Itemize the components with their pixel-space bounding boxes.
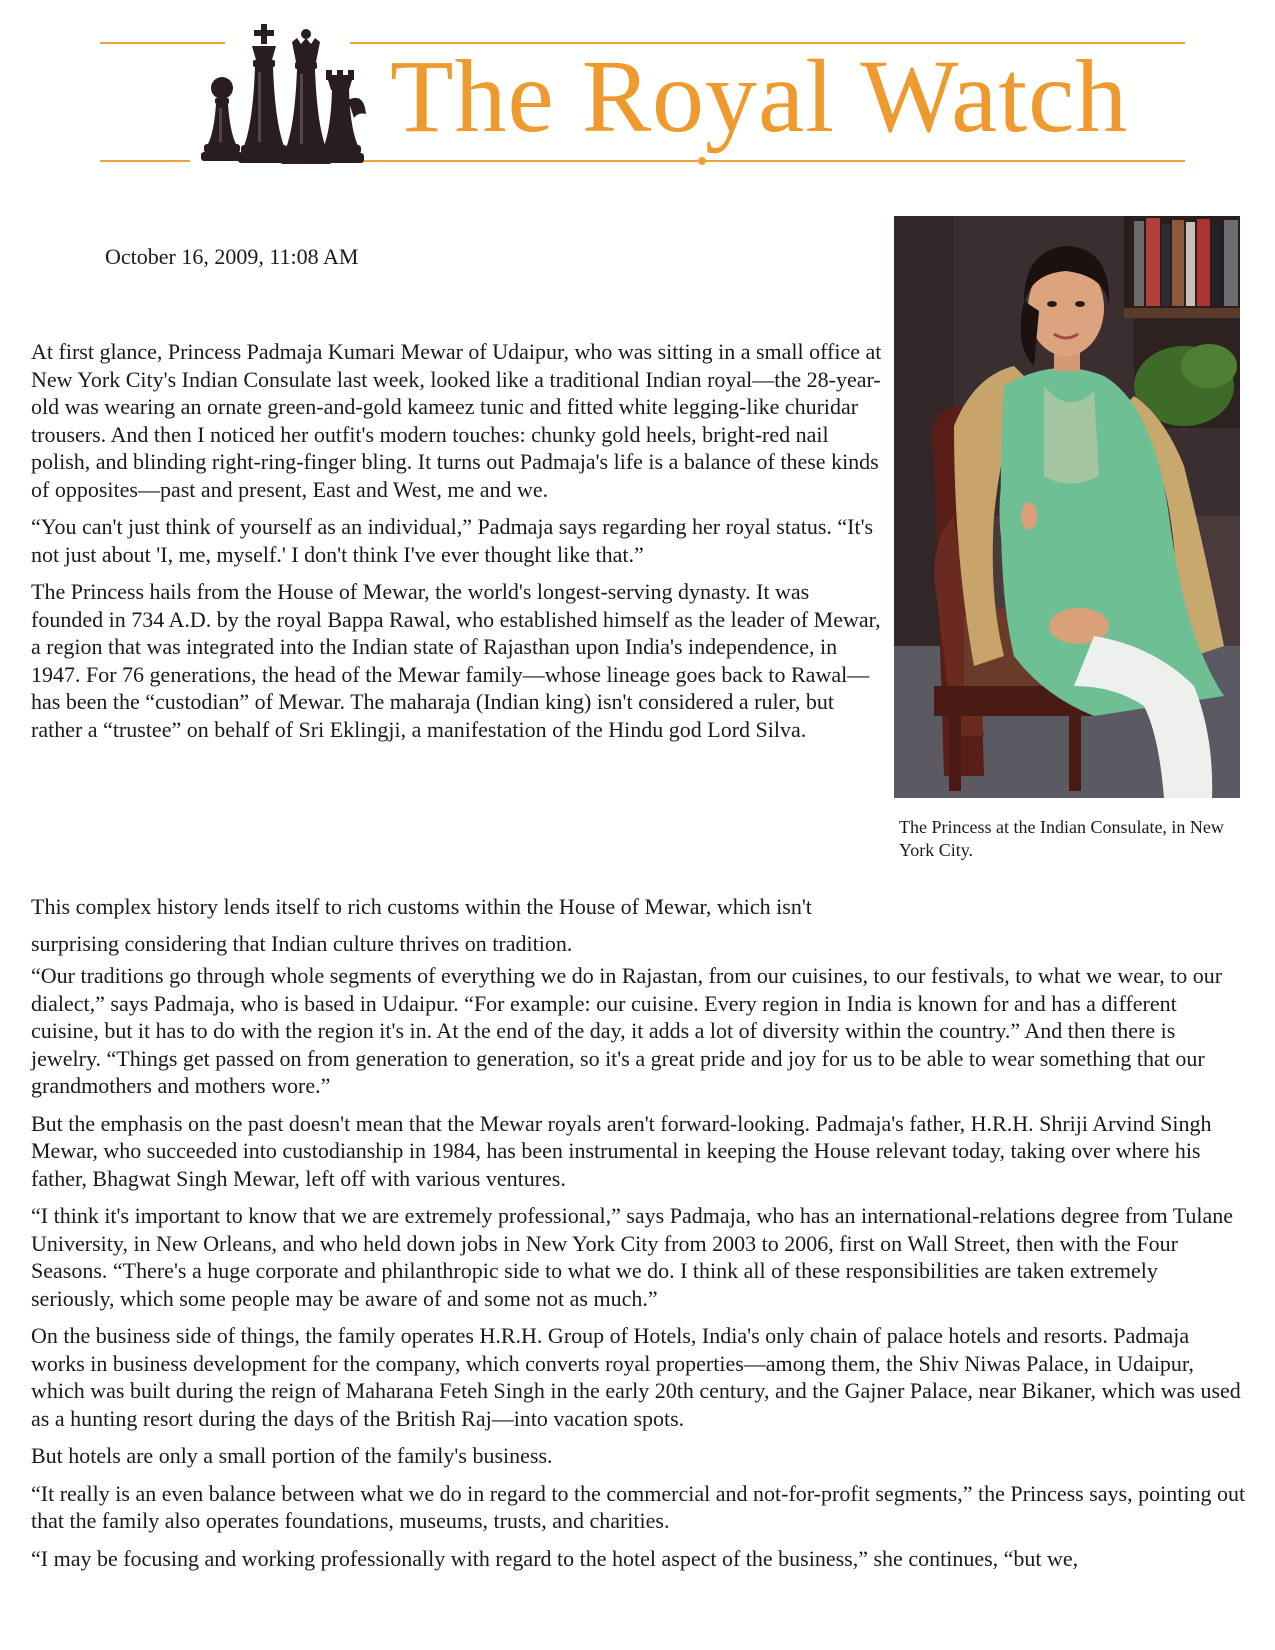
masthead-title: The Royal Watch bbox=[390, 39, 1129, 154]
article-paragraph: But the emphasis on the past doesn't mean that the Mewar royals aren't forward-looking. Padmaja's father, H.R.H. Shriji Arvind Singh Mewar, who succeeded into custodianship in 1984, has been instrumental in keeping the House relevant today, taking over where his father, Bhagwat Singh Mewar, left off with various ventures. bbox=[31, 1110, 1212, 1191]
masthead-ornament-dot bbox=[698, 157, 706, 165]
article-paragraph: At first glance, Princess Padmaja Kumari Mewar of Udaipur, who was sitting in a small office at New York City's Indian Consulate last week, looked like a traditional Indian royal—the 28-year-old was wearing an ornate green-and-gold kameez tunic and fitted white legging-like churidar trousers. And then I noticed her outfit's modern touches: chunky gold heels, bright-red nail polish, and blinding right-ring-finger bling. It turns out Padmaja's life is a balance of these kinds of opposites—past and present, East and West, me and we. bbox=[31, 339, 882, 502]
chess-pieces-logo-icon bbox=[198, 22, 368, 172]
article-paragraph: This complex history lends itself to rich customs within the House of Mewar, which isn't surprising considering that Indian culture thrives on tradition. bbox=[31, 894, 812, 956]
article-paragraph: “I may be focusing and working professionally with regard to the hotel aspect of the business,” she continues, “but we, bbox=[31, 1545, 1079, 1571]
article-paragraph: But hotels are only a small portion of the family's business. bbox=[31, 1443, 553, 1468]
article-paragraph: On the business side of things, the family operates H.R.H. Group of Hotels, India's only chain of palace hotels and resorts. Padmaja works in business development for the company, which converts royal properties—among them, the Shiv Niwas Palace, in Udaipur, which was built during the reign of Maharana Feteh Singh in the early 20th century, and the Gajner Palace, near Bikaner, which was used as a hunting resort during the days of the British Raj—into vacation spots. bbox=[31, 1323, 1241, 1431]
article-dateline: October 16, 2009, 11:08 AM bbox=[105, 244, 359, 269]
article-paragraph: “You can't just think of yourself as an individual,” Padmaja says regarding her royal status. “It's not just about 'I, me, myself.' I don't think I've ever thought like that.” bbox=[31, 514, 874, 567]
article-paragraph: “It really is an even balance between what we do in regard to the commercial and not-for-profit segments,” the Princess says, pointing out that the family also operates foundations, museums, trusts, and charities. bbox=[31, 1480, 1246, 1533]
article-photo bbox=[894, 216, 1240, 798]
masthead bbox=[100, 18, 1185, 173]
portrait-photo-icon bbox=[894, 216, 1240, 798]
article-body-beside-photo bbox=[31, 338, 886, 753]
article-paragraph: “Our traditions go through whole segments of everything we do in Rajastan, from our cuisines, to our festivals, to what we wear, to our dialect,” says Padmaja, who is based in Udaipur. “For example: our cuisine. Every region in India is known for and has a different cuisine, but it has to do with the region it's in. At the end of the day, it adds a lot of diversity within the country.” And then there is jewelry. “Things get passed on from generation to generation, so it's a great pride and joy for us to be able to wear something that our grandmothers and mothers wore.” bbox=[31, 963, 1223, 1098]
article-paragraph: The Princess hails from the House of Mewar, the world's longest-serving dynasty. It was founded in 734 A.D. by the royal Bappa Rawal, who established himself as the leader of Mewar, a region that was integrated into the Indian state of Rajasthan upon India's independence, in 1947. For 76 generations, the head of the Mewar family—whose lineage goes back to Rawal—has been the “custodian” of Mewar. The maharaja (Indian king) isn't considered a ruler, but rather a “trustee” on behalf of Sri Eklingji, a manifestation of the Hindu god Lord Silva. bbox=[31, 579, 881, 742]
photo-caption: The Princess at the Indian Consulate, in New York City. bbox=[899, 817, 1224, 860]
masthead-rule-bottom-right bbox=[350, 160, 1185, 162]
masthead-rule-bottom-left bbox=[100, 160, 190, 162]
article-paragraph: “I think it's important to know that we are extremely professional,” says Padmaja, who has an international-relations degree from Tulane University, in New Orleans, and who held down jobs in New York City from 2003 to 2006, first on Wall Street, then with the Four Seasons. “There's a huge corporate and philanthropic side to what we do. I think all of these responsibilities are taken extremely seriously, which some people may be aware of and some not as much.” bbox=[31, 1203, 1234, 1311]
article-body-full-width bbox=[31, 888, 1246, 1582]
